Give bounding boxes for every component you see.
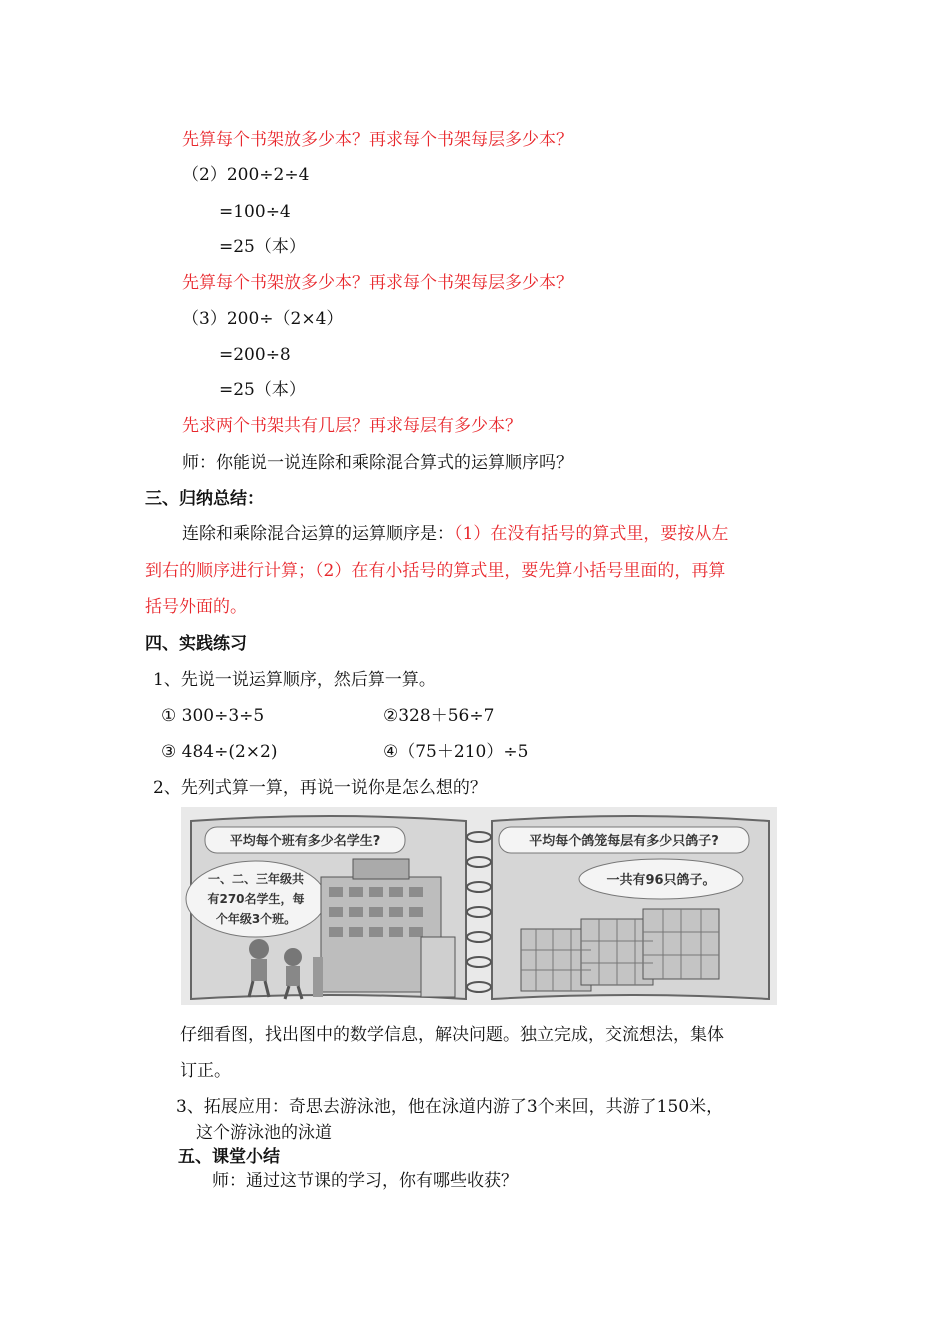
line-6: （3）200÷（2×4） xyxy=(182,309,344,329)
exercise-4: ④（75＋210）÷5 xyxy=(383,742,529,762)
school-building-drawing xyxy=(313,859,455,997)
section4-heading: 四、实践练习 xyxy=(145,634,247,654)
section3-rule-part1: （1）在没有括号的算式里，要按从左 xyxy=(454,524,729,544)
question-3-line1: 3、拓展应用：奇思去游泳池，他在泳道内游了3个来回，共游了150米， xyxy=(176,1097,724,1117)
question-2-note-2: 订正。 xyxy=(180,1061,231,1081)
illustration-figure xyxy=(181,807,777,1005)
line-4: =25（本） xyxy=(219,237,306,257)
section3-heading: 三、归纳总结： xyxy=(145,489,264,509)
right-title: 平均每个鸽笼每层有多少只鸽子? xyxy=(529,834,719,849)
exercise-1: ① 300÷3÷5 xyxy=(161,706,265,726)
section3-rule-line1 xyxy=(182,523,728,545)
left-title: 平均每个班有多少名学生? xyxy=(229,834,381,849)
section3-rule-line2: 到右的顺序进行计算；（2）在有小括号的算式里，要先算小括号里面的，再算 xyxy=(145,561,726,581)
line-7: =200÷8 xyxy=(219,345,291,365)
line-9: 先求两个书架共有几层？再求每层有多少本？ xyxy=(182,416,522,436)
section5-text: 师：通过这节课的学习，你有哪些收获？ xyxy=(212,1171,518,1191)
left-bubble-line3: 个年级3个班。 xyxy=(215,912,297,926)
line-3: =100÷4 xyxy=(219,202,291,222)
question-2-note-1: 仔细看图，找出图中的数学信息，解决问题。独立完成，交流想法，集体 xyxy=(180,1025,724,1045)
section5-heading: 五、课堂小结 xyxy=(178,1147,280,1167)
exercise-2: ②328＋56÷7 xyxy=(383,706,495,726)
line-1: 先算每个书架放多少本？再求每个书架每层多少本？ xyxy=(182,130,573,150)
left-bubble-line1: 一、二、三年级共 xyxy=(207,872,305,886)
left-bubble-line2: 有270名学生，每 xyxy=(207,892,305,906)
question-2: 2、先列式算一算，再说一说你是怎么想的？ xyxy=(153,778,487,798)
question-3-line2: 这个游泳池的泳道 xyxy=(196,1123,332,1143)
exercise-3: ③ 484÷(2×2) xyxy=(161,742,278,762)
question-1: 1、先说一说运算顺序，然后算一算。 xyxy=(153,670,436,690)
line-8: =25（本） xyxy=(219,380,306,400)
line-2: （2）200÷2÷4 xyxy=(182,165,310,185)
section3-rule-line3: 括号外面的。 xyxy=(145,597,247,617)
section3-intro: 连除和乘除混合运算的运算顺序是： xyxy=(182,524,454,544)
line-10: 师：你能说一说连除和乘除混合算式的运算顺序吗？ xyxy=(182,453,573,473)
line-5: 先算每个书架放多少本？再求每个书架每层多少本？ xyxy=(182,273,573,293)
right-bubble-text: 一共有96只鸽子。 xyxy=(606,873,716,888)
